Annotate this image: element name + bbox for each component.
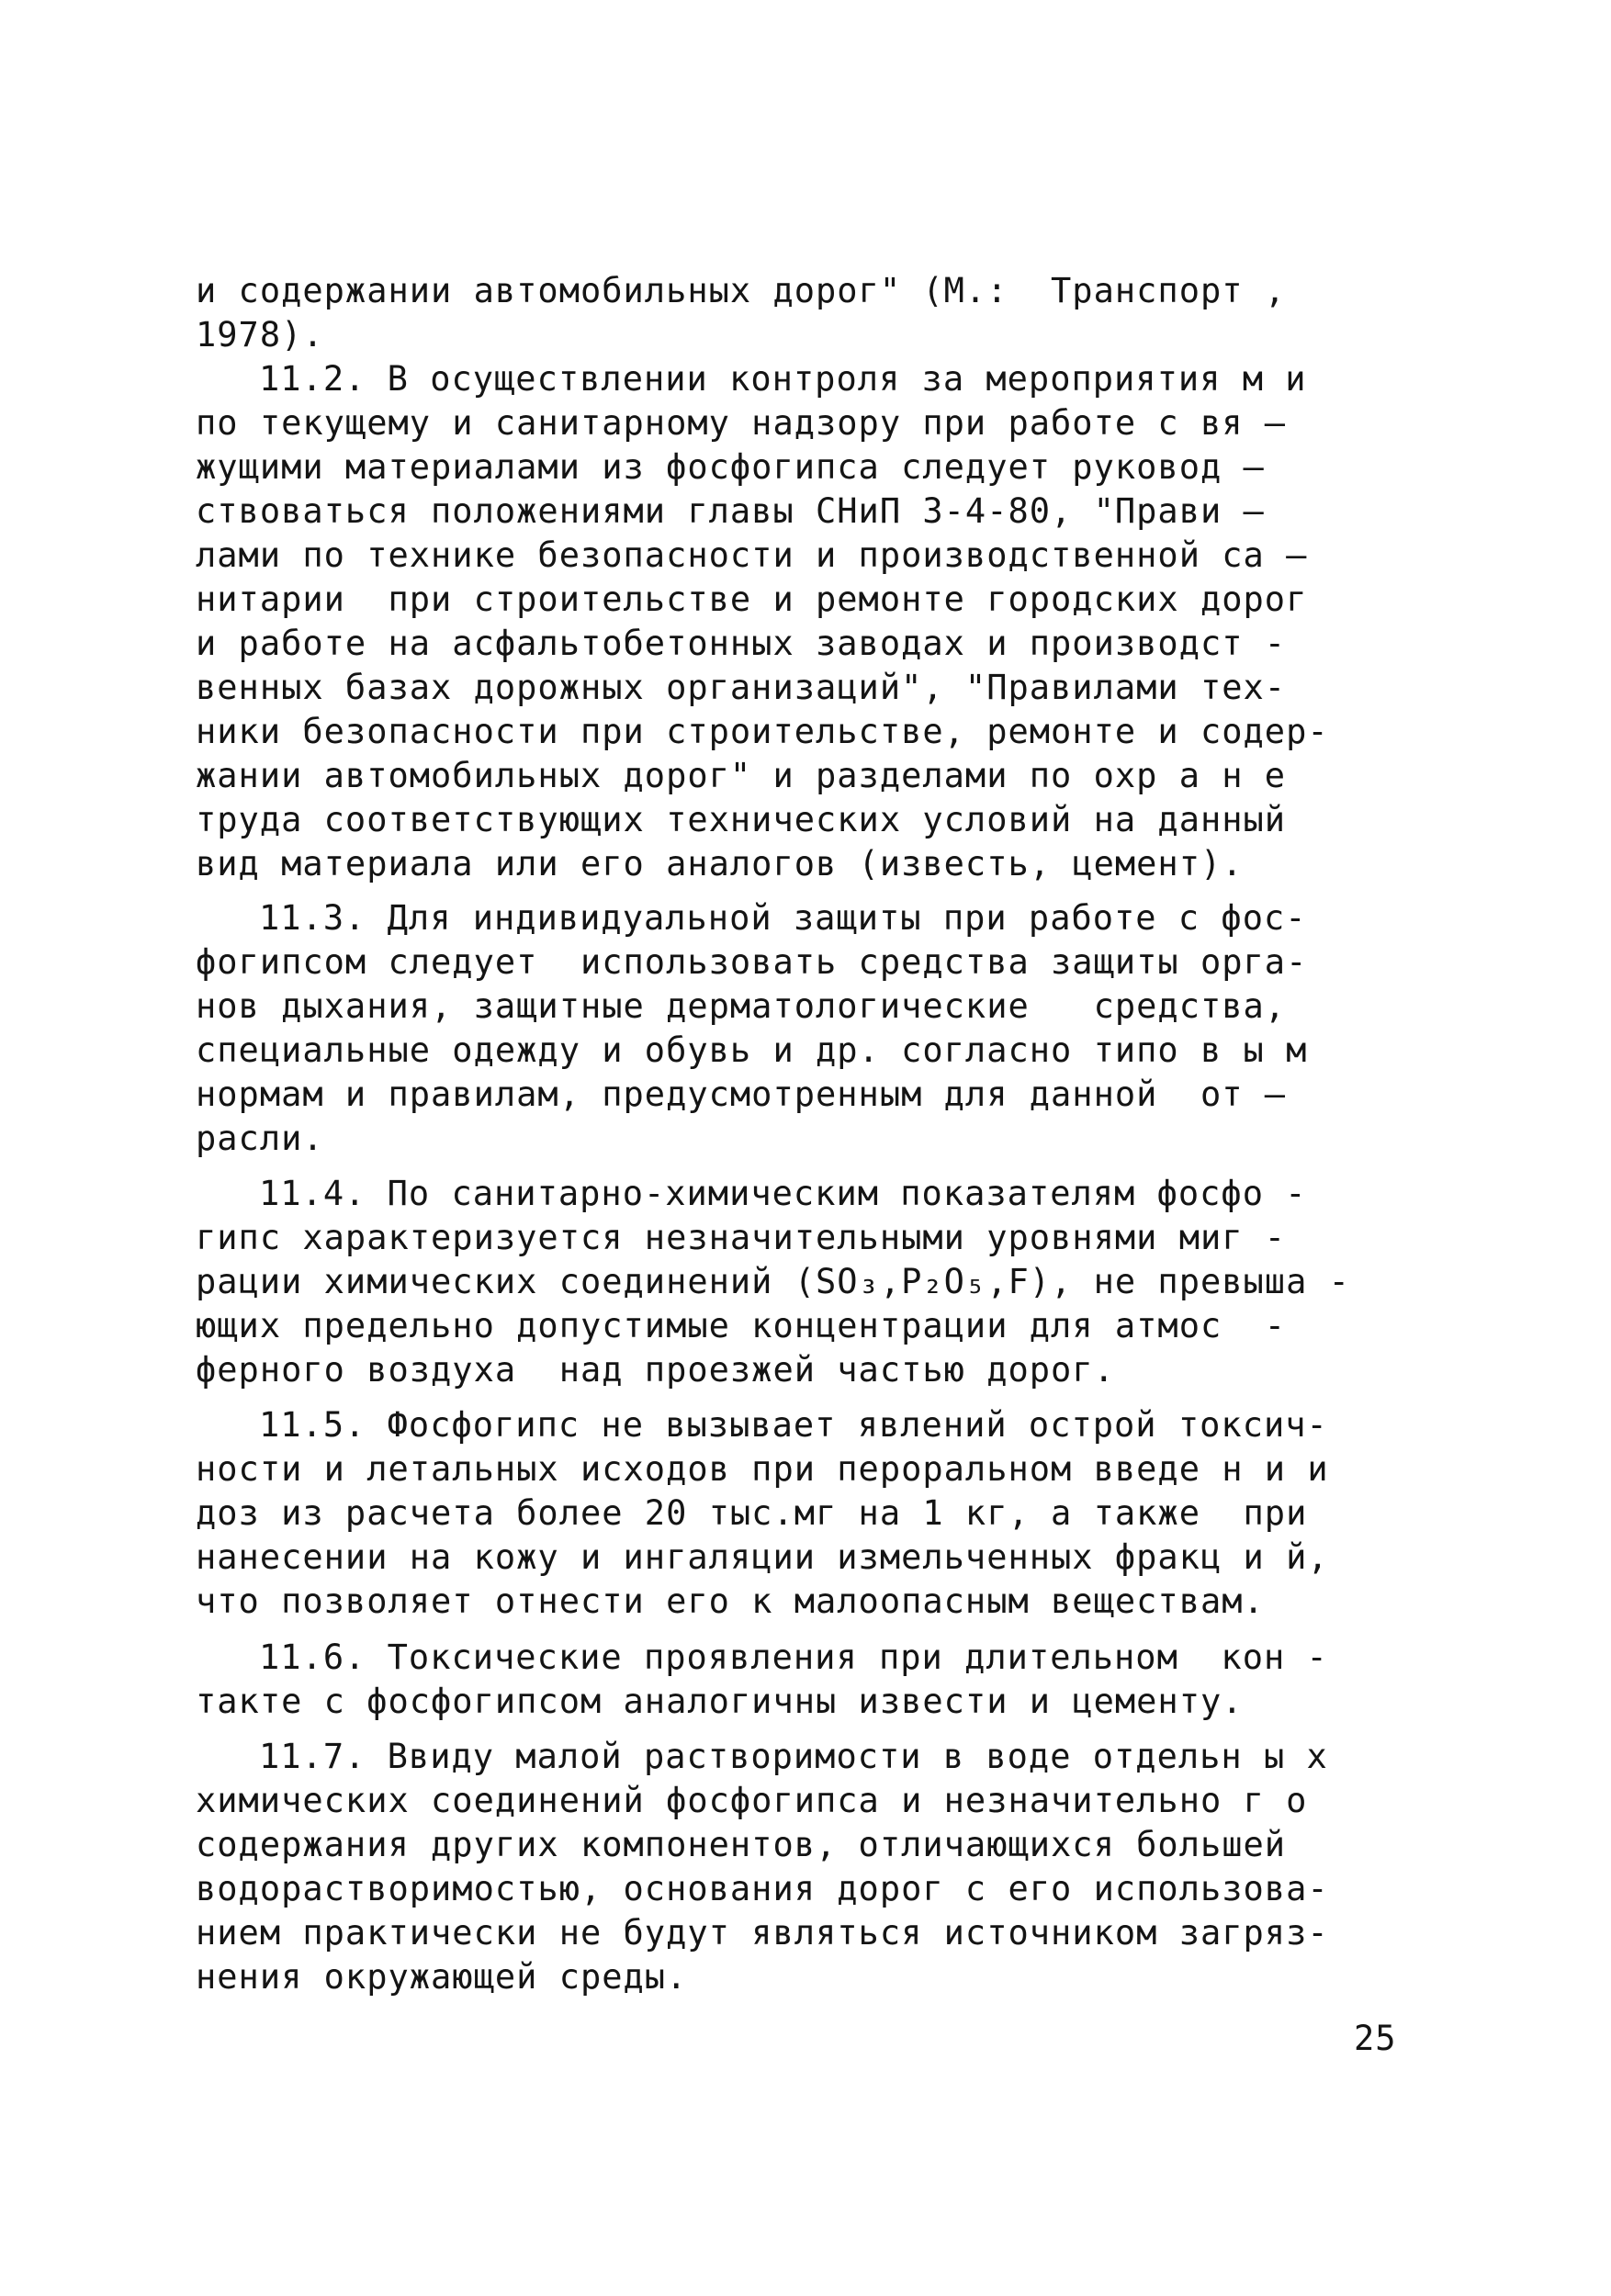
text-line: ствоваться положениями главы СНиП 3-4-80, "Прави – [196, 491, 1265, 531]
text-line: ферного воздуха над проезжей частью дорог. [196, 1350, 1115, 1390]
text-line: такте с фосфогипсом аналогичны извести и цементу. [196, 1682, 1244, 1721]
text-line: 1978). [196, 315, 324, 355]
text-line: вид материала или его аналогов (известь, цемент). [196, 844, 1244, 884]
text-line: по текущему и санитарному надзору при работе с вя – [196, 403, 1287, 443]
paragraph-11-6-start: 11.6. Токсические проявления при длительном кон - [259, 1638, 1328, 1677]
text-line: химических соединений фосфогипса и незначительно г о [196, 1781, 1308, 1820]
text-line: водорастворимостью, основания дорог с его использова- [196, 1869, 1329, 1908]
text-line: жании автомобильных дорог" и разделами по охр а н е [196, 756, 1287, 795]
paragraph-11-7-start: 11.7. Ввиду малой растворимости в воде отдельн ы х [259, 1737, 1328, 1776]
text-line: ники безопасности при строительстве, ремонте и содер- [196, 712, 1329, 751]
text-line: лами по технике безопасности и производственной са – [196, 535, 1308, 575]
text-line: венных базах дорожных организаций", "Правилами тех- [196, 668, 1287, 707]
paragraph-11-3-start: 11.3. Для индивидуальной защиты при работе с фос- [259, 898, 1307, 938]
page-number: 25 [1354, 2019, 1397, 2058]
text-line: ности и летальных исходов при пероральном введе н и и [196, 1449, 1329, 1489]
text-line: ющих предельно допустимые концентрации для атмос - [196, 1306, 1287, 1345]
text-line: нанесении на кожу и ингаляции измельченных фракц и й, [196, 1537, 1329, 1577]
text-line: и содержании автомобильных дорог" (М.: Транспорт , [196, 271, 1287, 310]
text-line: нов дыхания, защитные дерматологические средства, [196, 986, 1287, 1026]
text-line: нормам и правилам, предусмотренным для данной от – [196, 1075, 1287, 1114]
text-line: нения окружающей среды. [196, 1957, 688, 1997]
paragraph-11-2-start: 11.2. В осуществлении контроля за мероприятия м и [259, 359, 1307, 399]
text-line: содержания других компонентов, отличающихся большей [196, 1825, 1287, 1864]
text-line: труда соответствующих технических условий на данный [196, 800, 1287, 839]
text-line: фогипсом следует использовать средства защиты орга- [196, 942, 1308, 982]
text-line: нитарии при строительстве и ремонте городских дорог [196, 580, 1308, 619]
text-line: жущими материалами из фосфогипса следует руковод – [196, 447, 1265, 487]
text-line: что позволяет отнести его к малоопасным веществам. [196, 1581, 1265, 1621]
text-line: нием практически не будут являться источником загряз- [196, 1913, 1329, 1953]
text-line: расли. [196, 1119, 324, 1158]
text-line: и работе на асфальтобетонных заводах и производст - [196, 624, 1287, 663]
text-line: рации химических соединений (SO₃,P₂O₅,F), не превыша - [196, 1262, 1350, 1301]
text-line: гипс характеризуется незначительными уровнями миг - [196, 1218, 1287, 1257]
paragraph-11-5-start: 11.5. Фосфогипс не вызывает явлений острой токсич- [259, 1405, 1328, 1445]
text-line: специальные одежду и обувь и др. согласно типо в ы м [196, 1030, 1308, 1070]
text-line: доз из расчета более 20 тыс.мг на 1 кг, а также при [196, 1493, 1308, 1533]
paragraph-11-4-start: 11.4. По санитарно-химическим показателям фосфо - [259, 1174, 1307, 1213]
